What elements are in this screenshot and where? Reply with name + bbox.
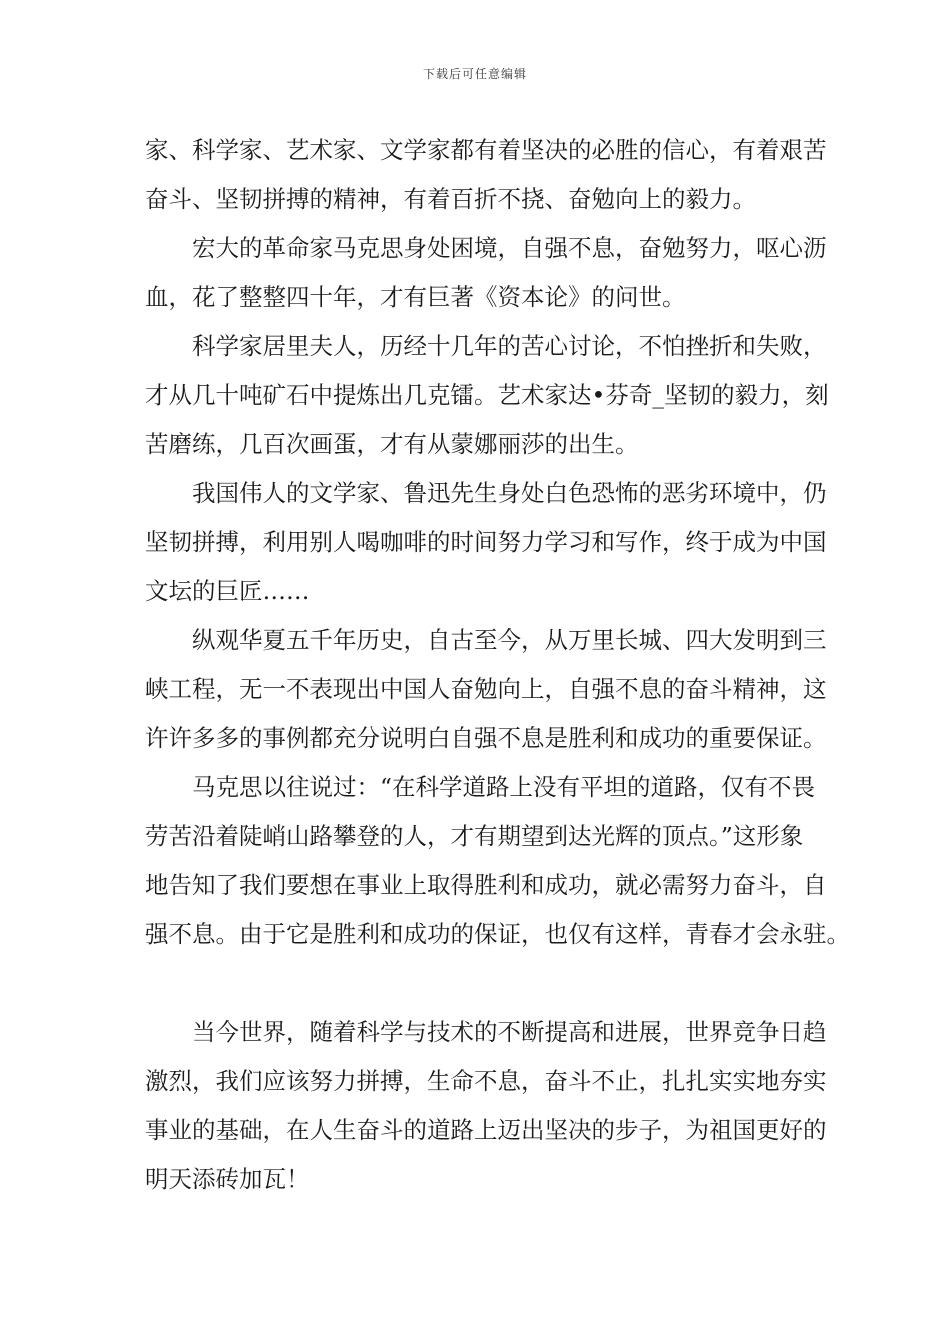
text-line: 科学家居里夫人，历经十几年的苦心讨论，不怕挫折和失败， bbox=[145, 332, 827, 360]
text-line: 峡工程，无一不表现出中国人奋勉向上，自强不息的奋斗精神，这 bbox=[145, 675, 827, 703]
text-line: 劳苦沿着陡峭山路攀登的人，才有期望到达光辉的顶点。”这形象 bbox=[145, 822, 804, 850]
text-line: 明天添砖加瓦！ bbox=[145, 1165, 310, 1193]
text-line: 我国伟人的文学家、鲁迅先生身处白色恐怖的恶劣环境中，仍 bbox=[145, 479, 827, 507]
text-line: 宏大的革命家马克思身处困境，自强不息，奋勉努力，呕心沥 bbox=[145, 234, 827, 262]
text-line: 血，花了整整四十年，才有巨著《资本论》的问世。 bbox=[145, 283, 686, 311]
text-line: 文坛的巨匠…… bbox=[145, 577, 310, 605]
text-line: 激烈，我们应该努力拼搏，生命不息，奋斗不止，扎扎实实地夯实 bbox=[145, 1067, 827, 1095]
text-line: 奋斗、坚韧拼搏的精神，有着百折不挠、奋勉向上的毅力。 bbox=[145, 185, 756, 213]
text-line: 才从几十吨矿石中提炼出几克镭。艺术家达•芬奇_坚韧的毅力，刻 bbox=[145, 381, 829, 409]
text-line: 坚韧拼搏，利用别人喝咖啡的时间努力学习和写作，终于成为中国 bbox=[145, 528, 827, 556]
document-body bbox=[145, 126, 850, 1204]
text-line: 地告知了我们要想在事业上取得胜利和成功，就必需努力奋斗，自 bbox=[145, 871, 827, 899]
text-line: 强不息。由于它是胜利和成功的保证，也仅有这样，青春才会永驻。 bbox=[145, 920, 850, 948]
text-line: 当今世界，随着科学与技术的不断提高和进展，世界竞争日趋 bbox=[145, 1018, 827, 1046]
page-header: 下载后可任意编辑 bbox=[422, 67, 527, 81]
text-line: 马克思以往说过：“在科学道路上没有平坦的道路，仅有不畏 bbox=[145, 773, 816, 801]
text-line: 苦磨练，几百次画蛋，才有从蒙娜丽莎的出生。 bbox=[145, 430, 639, 458]
text-line: 许许多多的事例都充分说明白自强不息是胜利和成功的重要保证。 bbox=[145, 724, 827, 752]
text-line: 事业的基础，在人生奋斗的道路上迈出坚决的步子，为祖国更好的 bbox=[145, 1116, 827, 1144]
text-line: 家、科学家、艺术家、文学家都有着坚决的必胜的信心，有着艰苦 bbox=[145, 136, 827, 164]
blank-line bbox=[145, 959, 810, 1008]
text-line: 纵观华夏五千年历史，自古至今，从万里长城、四大发明到三 bbox=[145, 626, 827, 654]
